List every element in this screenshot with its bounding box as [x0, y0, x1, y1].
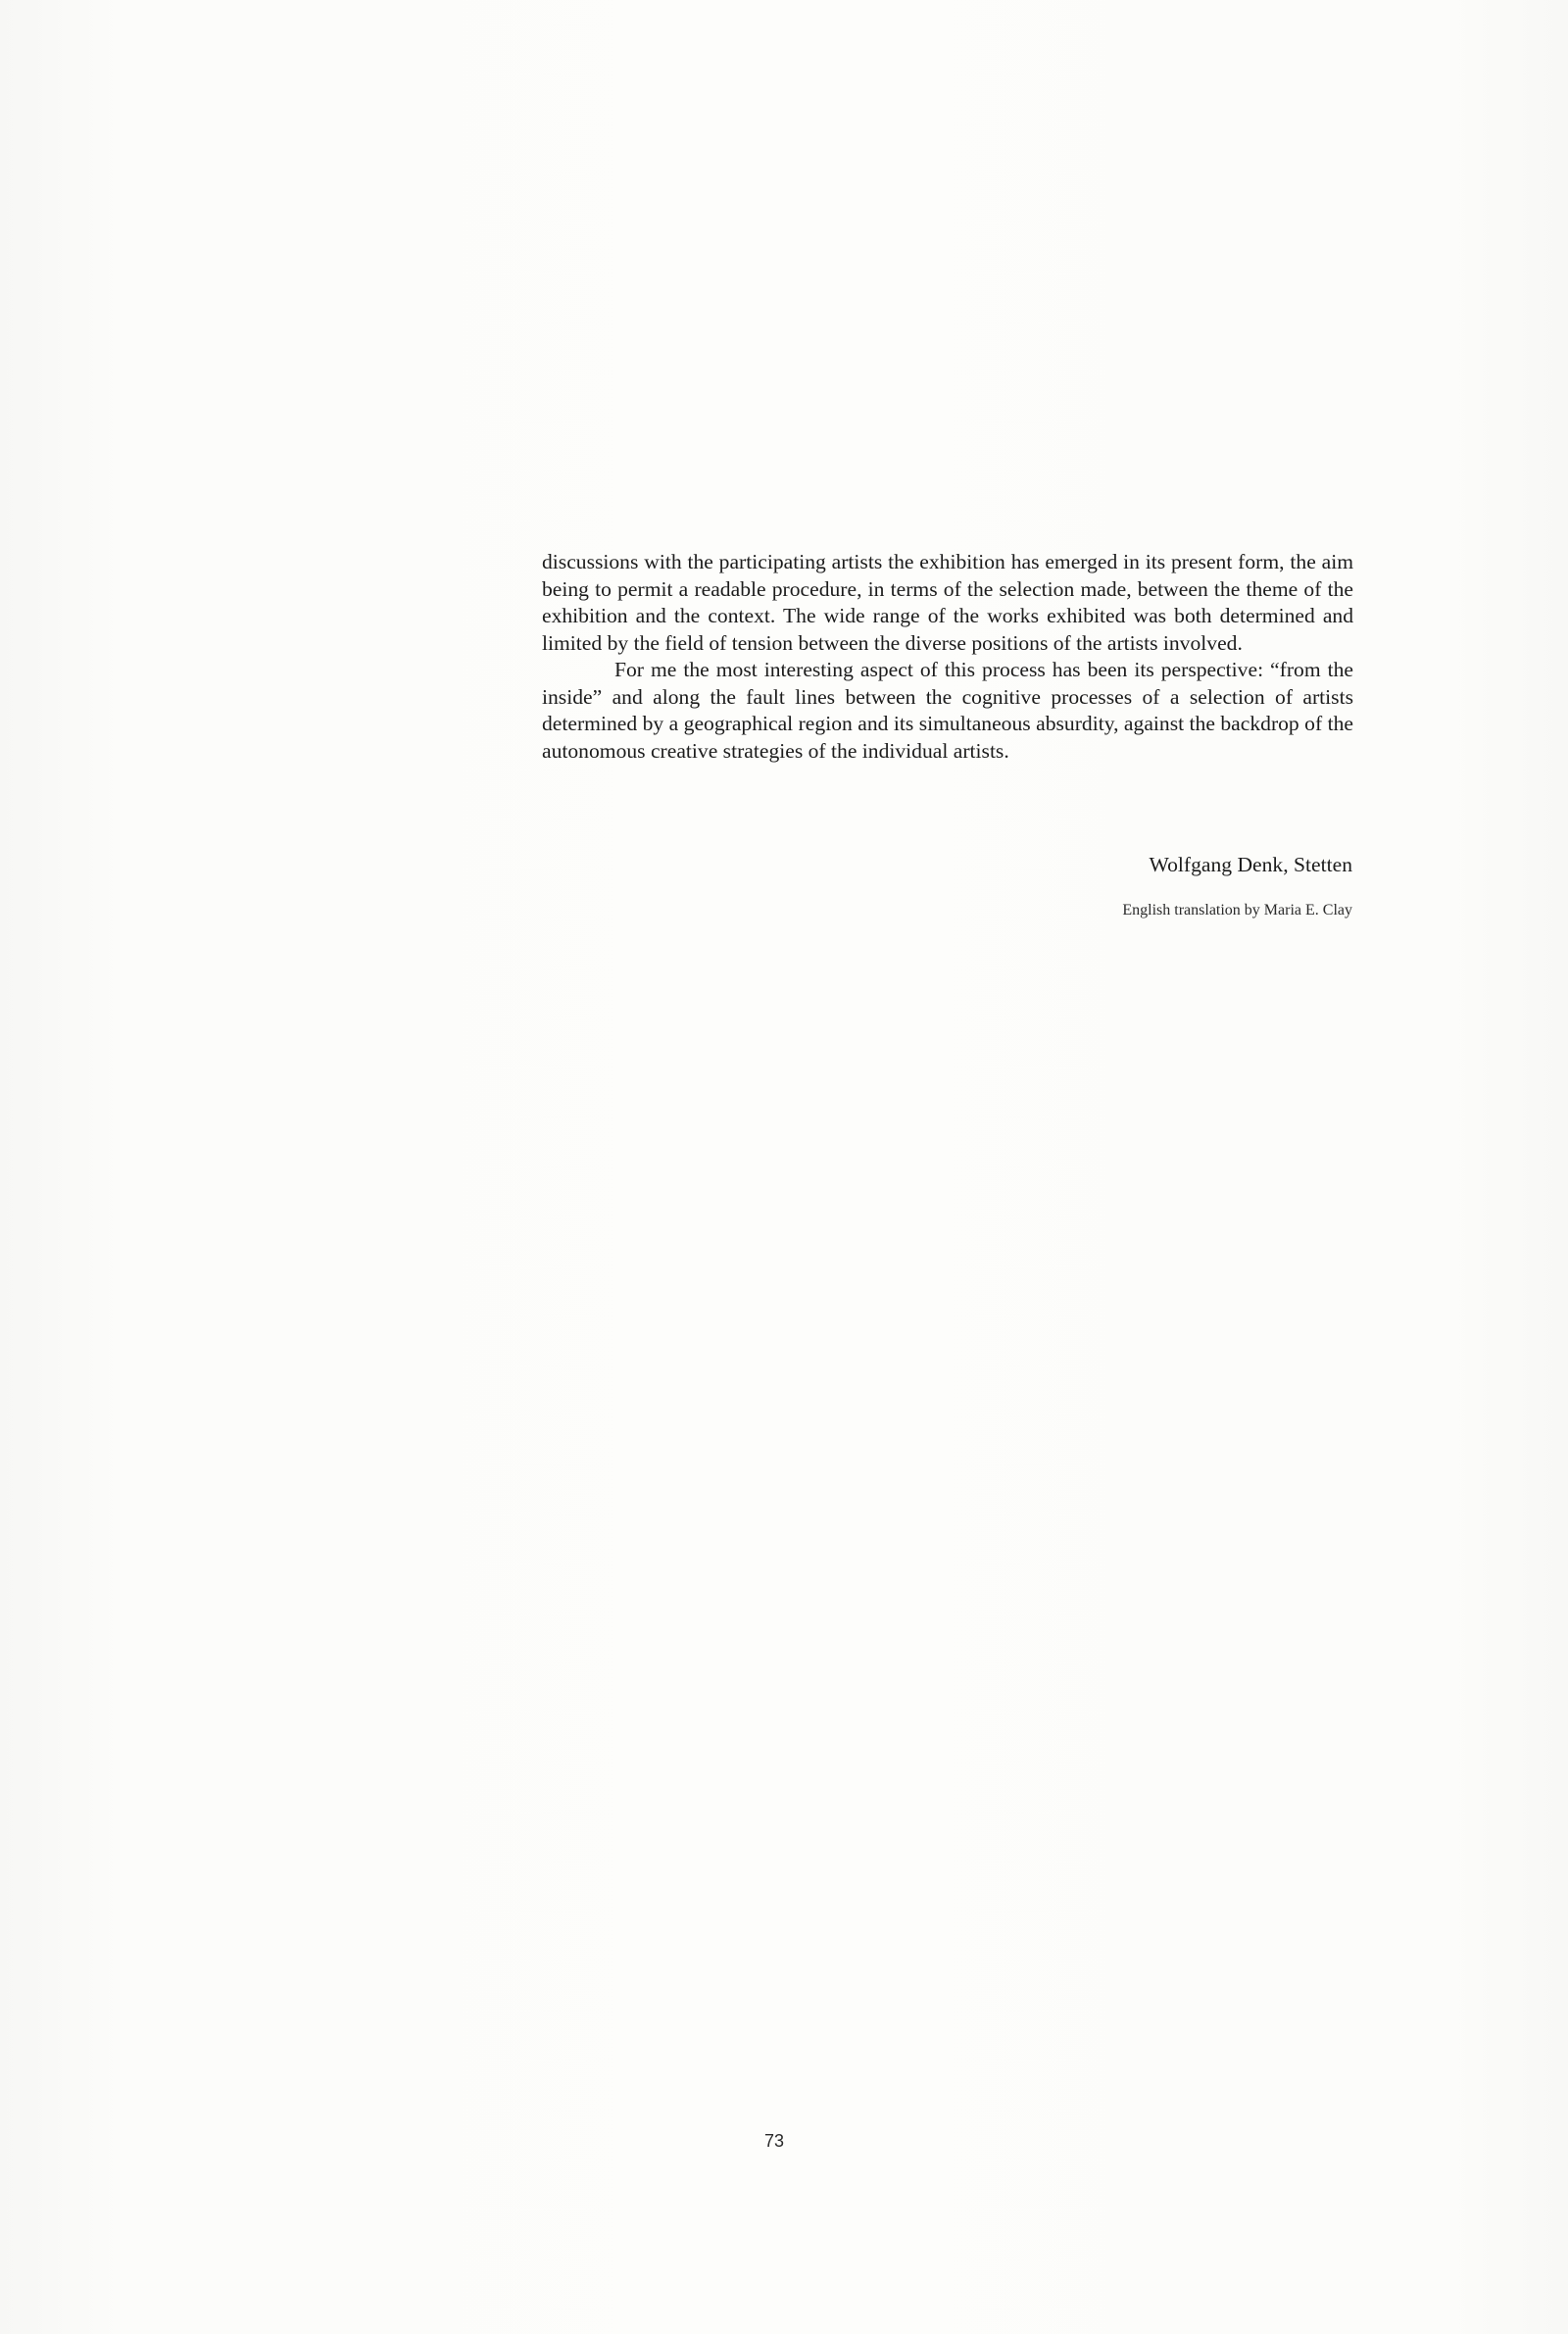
paragraph-1: discussions with the participating artists the exhibition has emerged in its present form, the aim being to permit a readable procedure, in terms of the selection made, between the theme of the exhibition and the context. The wide range of the works exhibited was both determined and limited by the field of tension between the diverse positions of the artists involved.	[542, 550, 1353, 655]
translation-credit: English translation by Maria E. Clay	[1122, 902, 1352, 919]
paragraph-2: For me the most interesting aspect of this process has been its perspective: “from the inside” and along the fault lines between the cognitive processes of a selection of artists determined by a geographical region and its simultaneous absurdity, against the backdrop of the autonomous creative strategies of the individual artists.	[542, 658, 1353, 763]
body-text	[542, 549, 1353, 765]
page-number: 73	[763, 2131, 785, 2151]
author-signature: Wolfgang Denk, Stetten	[1149, 853, 1352, 876]
